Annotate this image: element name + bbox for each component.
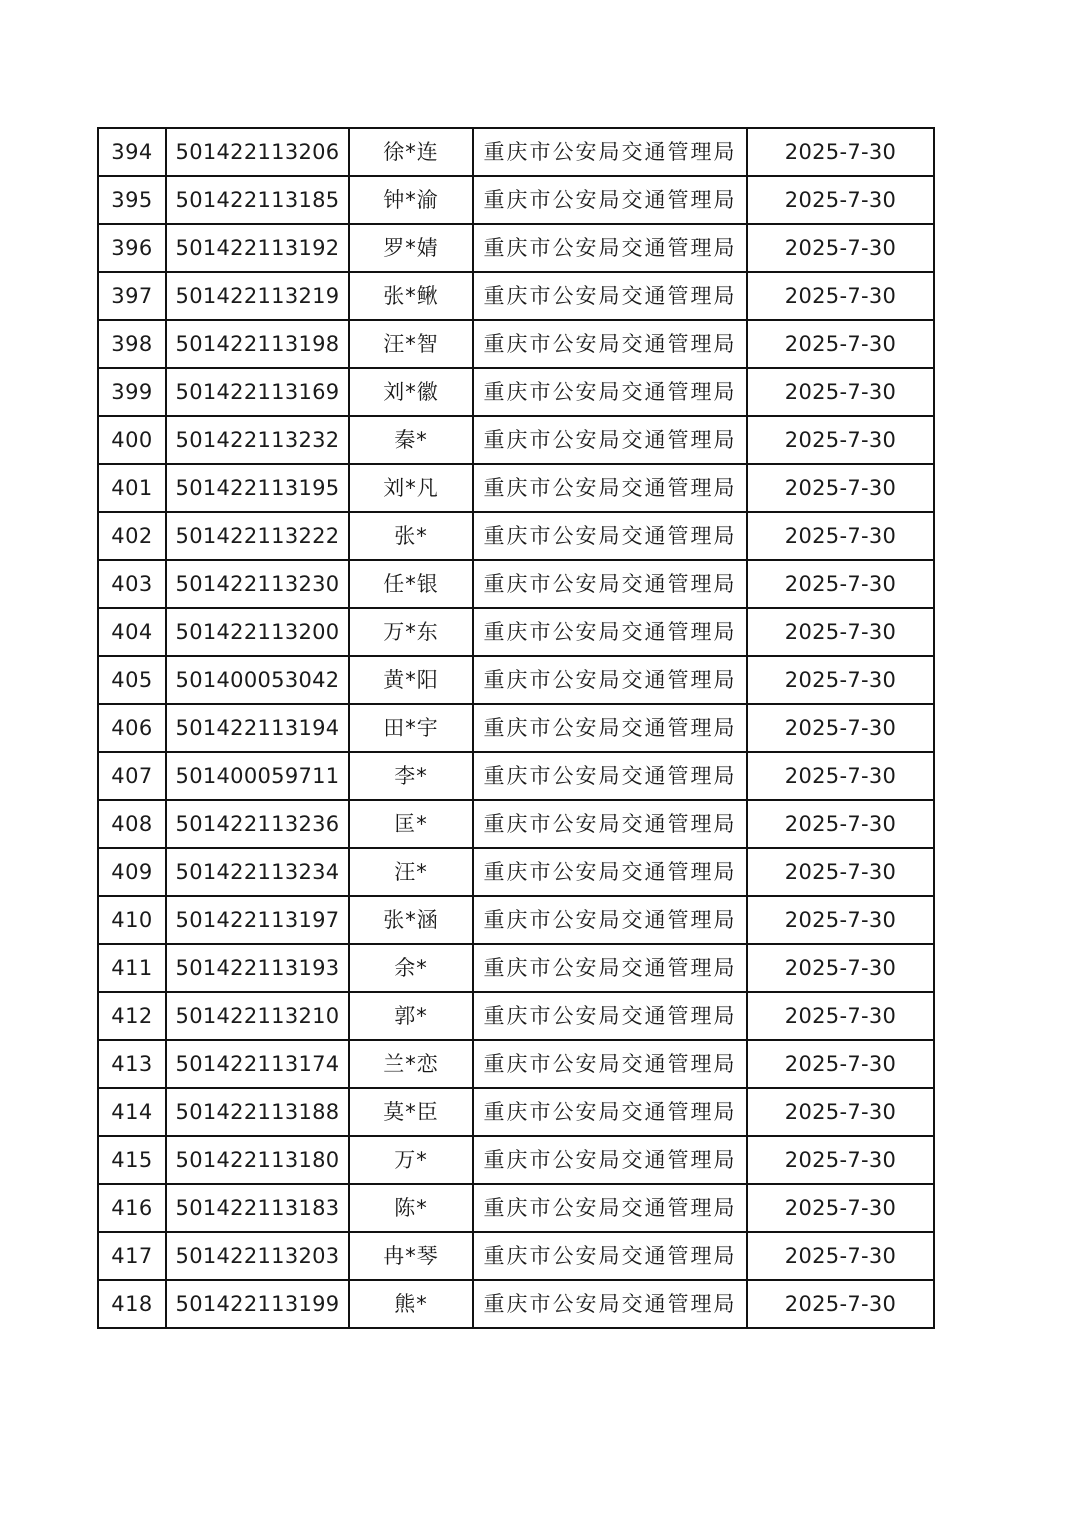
serial-number-cell: 418 [98, 1280, 166, 1328]
person-name-cell: 张*涵 [349, 896, 473, 944]
id-number-cell: 501422113169 [166, 368, 349, 416]
serial-number-cell: 405 [98, 656, 166, 704]
issuing-authority-cell: 重庆市公安局交通管理局 [473, 176, 747, 224]
serial-number-cell: 413 [98, 1040, 166, 1088]
issuing-authority-cell: 重庆市公安局交通管理局 [473, 1280, 747, 1328]
issuing-authority-cell: 重庆市公安局交通管理局 [473, 1088, 747, 1136]
person-name-cell: 熊* [349, 1280, 473, 1328]
date-cell: 2025-7-30 [747, 1184, 934, 1232]
id-number-cell: 501422113199 [166, 1280, 349, 1328]
table-row [98, 416, 934, 464]
serial-number-cell: 400 [98, 416, 166, 464]
id-number-cell: 501422113188 [166, 1088, 349, 1136]
id-number-cell: 501422113198 [166, 320, 349, 368]
date-cell: 2025-7-30 [747, 176, 934, 224]
person-name-cell: 李* [349, 752, 473, 800]
id-number-cell: 501422113197 [166, 896, 349, 944]
table-row [98, 704, 934, 752]
serial-number-cell: 407 [98, 752, 166, 800]
date-cell: 2025-7-30 [747, 896, 934, 944]
table-row [98, 224, 934, 272]
issuing-authority-cell: 重庆市公安局交通管理局 [473, 320, 747, 368]
date-cell: 2025-7-30 [747, 560, 934, 608]
table-row [98, 1184, 934, 1232]
date-cell: 2025-7-30 [747, 1088, 934, 1136]
id-number-cell: 501400059711 [166, 752, 349, 800]
person-name-cell: 郭* [349, 992, 473, 1040]
serial-number-cell: 396 [98, 224, 166, 272]
id-number-cell: 501422113174 [166, 1040, 349, 1088]
table-row [98, 512, 934, 560]
person-name-cell: 张* [349, 512, 473, 560]
serial-number-cell: 403 [98, 560, 166, 608]
issuing-authority-cell: 重庆市公安局交通管理局 [473, 608, 747, 656]
serial-number-cell: 406 [98, 704, 166, 752]
id-number-cell: 501422113180 [166, 1136, 349, 1184]
table-row [98, 1232, 934, 1280]
table-row [98, 320, 934, 368]
id-number-cell: 501422113203 [166, 1232, 349, 1280]
table-row [98, 608, 934, 656]
issuing-authority-cell: 重庆市公安局交通管理局 [473, 1136, 747, 1184]
serial-number-cell: 414 [98, 1088, 166, 1136]
id-number-cell: 501422113183 [166, 1184, 349, 1232]
person-name-cell: 陈* [349, 1184, 473, 1232]
id-number-cell: 501422113236 [166, 800, 349, 848]
person-name-cell: 黄*阳 [349, 656, 473, 704]
date-cell: 2025-7-30 [747, 800, 934, 848]
issuing-authority-cell: 重庆市公安局交通管理局 [473, 896, 747, 944]
id-number-cell: 501422113200 [166, 608, 349, 656]
id-number-cell: 501422113195 [166, 464, 349, 512]
date-cell: 2025-7-30 [747, 320, 934, 368]
table-row [98, 896, 934, 944]
date-cell: 2025-7-30 [747, 656, 934, 704]
date-cell: 2025-7-30 [747, 416, 934, 464]
issuing-authority-cell: 重庆市公安局交通管理局 [473, 464, 747, 512]
issuing-authority-cell: 重庆市公安局交通管理局 [473, 512, 747, 560]
issuing-authority-cell: 重庆市公安局交通管理局 [473, 944, 747, 992]
table-row [98, 656, 934, 704]
table-row [98, 1136, 934, 1184]
person-name-cell: 刘*徽 [349, 368, 473, 416]
id-number-cell: 501422113192 [166, 224, 349, 272]
date-cell: 2025-7-30 [747, 704, 934, 752]
table-row [98, 176, 934, 224]
table-row [98, 944, 934, 992]
id-number-cell: 501422113219 [166, 272, 349, 320]
person-name-cell: 兰*恋 [349, 1040, 473, 1088]
person-name-cell: 罗*婧 [349, 224, 473, 272]
issuing-authority-cell: 重庆市公安局交通管理局 [473, 1040, 747, 1088]
date-cell: 2025-7-30 [747, 944, 934, 992]
serial-number-cell: 402 [98, 512, 166, 560]
id-number-cell: 501422113222 [166, 512, 349, 560]
table-row [98, 272, 934, 320]
date-cell: 2025-7-30 [747, 128, 934, 176]
person-name-cell: 田*宇 [349, 704, 473, 752]
records-table-body [98, 128, 934, 1328]
id-number-cell: 501422113193 [166, 944, 349, 992]
records-table [97, 127, 935, 1329]
id-number-cell: 501422113206 [166, 128, 349, 176]
id-number-cell: 501422113194 [166, 704, 349, 752]
issuing-authority-cell: 重庆市公安局交通管理局 [473, 752, 747, 800]
serial-number-cell: 415 [98, 1136, 166, 1184]
id-number-cell: 501422113185 [166, 176, 349, 224]
person-name-cell: 莫*臣 [349, 1088, 473, 1136]
table-row [98, 368, 934, 416]
table-row [98, 464, 934, 512]
issuing-authority-cell: 重庆市公安局交通管理局 [473, 416, 747, 464]
date-cell: 2025-7-30 [747, 1232, 934, 1280]
person-name-cell: 汪* [349, 848, 473, 896]
table-row [98, 560, 934, 608]
table-row [98, 128, 934, 176]
id-number-cell: 501422113230 [166, 560, 349, 608]
issuing-authority-cell: 重庆市公安局交通管理局 [473, 800, 747, 848]
person-name-cell: 匡* [349, 800, 473, 848]
person-name-cell: 徐*连 [349, 128, 473, 176]
issuing-authority-cell: 重庆市公安局交通管理局 [473, 560, 747, 608]
issuing-authority-cell: 重庆市公安局交通管理局 [473, 1184, 747, 1232]
person-name-cell: 钟*渝 [349, 176, 473, 224]
issuing-authority-cell: 重庆市公安局交通管理局 [473, 992, 747, 1040]
table-row [98, 1040, 934, 1088]
issuing-authority-cell: 重庆市公安局交通管理局 [473, 704, 747, 752]
serial-number-cell: 404 [98, 608, 166, 656]
date-cell: 2025-7-30 [747, 1040, 934, 1088]
serial-number-cell: 398 [98, 320, 166, 368]
table-row [98, 752, 934, 800]
person-name-cell: 汪*智 [349, 320, 473, 368]
person-name-cell: 秦* [349, 416, 473, 464]
date-cell: 2025-7-30 [747, 992, 934, 1040]
issuing-authority-cell: 重庆市公安局交通管理局 [473, 224, 747, 272]
serial-number-cell: 395 [98, 176, 166, 224]
table-row [98, 848, 934, 896]
serial-number-cell: 401 [98, 464, 166, 512]
person-name-cell: 万*东 [349, 608, 473, 656]
date-cell: 2025-7-30 [747, 848, 934, 896]
table-row [98, 1280, 934, 1328]
date-cell: 2025-7-30 [747, 1280, 934, 1328]
table-row [98, 800, 934, 848]
id-number-cell: 501422113234 [166, 848, 349, 896]
table-row [98, 992, 934, 1040]
person-name-cell: 任*银 [349, 560, 473, 608]
person-name-cell: 冉*琴 [349, 1232, 473, 1280]
serial-number-cell: 412 [98, 992, 166, 1040]
person-name-cell: 张*鳅 [349, 272, 473, 320]
table-row [98, 1088, 934, 1136]
issuing-authority-cell: 重庆市公安局交通管理局 [473, 128, 747, 176]
date-cell: 2025-7-30 [747, 464, 934, 512]
date-cell: 2025-7-30 [747, 752, 934, 800]
date-cell: 2025-7-30 [747, 1136, 934, 1184]
serial-number-cell: 409 [98, 848, 166, 896]
date-cell: 2025-7-30 [747, 224, 934, 272]
serial-number-cell: 394 [98, 128, 166, 176]
date-cell: 2025-7-30 [747, 368, 934, 416]
person-name-cell: 刘*凡 [349, 464, 473, 512]
serial-number-cell: 416 [98, 1184, 166, 1232]
serial-number-cell: 417 [98, 1232, 166, 1280]
serial-number-cell: 408 [98, 800, 166, 848]
date-cell: 2025-7-30 [747, 272, 934, 320]
issuing-authority-cell: 重庆市公安局交通管理局 [473, 368, 747, 416]
issuing-authority-cell: 重庆市公安局交通管理局 [473, 1232, 747, 1280]
issuing-authority-cell: 重庆市公安局交通管理局 [473, 656, 747, 704]
serial-number-cell: 397 [98, 272, 166, 320]
issuing-authority-cell: 重庆市公安局交通管理局 [473, 272, 747, 320]
serial-number-cell: 399 [98, 368, 166, 416]
serial-number-cell: 411 [98, 944, 166, 992]
id-number-cell: 501400053042 [166, 656, 349, 704]
date-cell: 2025-7-30 [747, 608, 934, 656]
id-number-cell: 501422113232 [166, 416, 349, 464]
person-name-cell: 万* [349, 1136, 473, 1184]
serial-number-cell: 410 [98, 896, 166, 944]
person-name-cell: 余* [349, 944, 473, 992]
date-cell: 2025-7-30 [747, 512, 934, 560]
issuing-authority-cell: 重庆市公安局交通管理局 [473, 848, 747, 896]
id-number-cell: 501422113210 [166, 992, 349, 1040]
